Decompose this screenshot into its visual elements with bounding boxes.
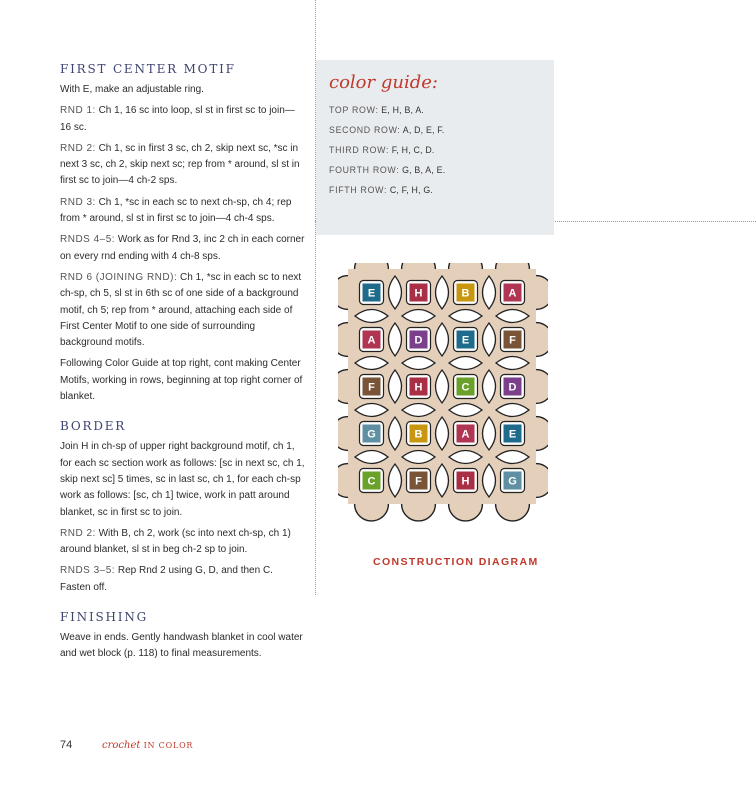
color-guide-row-label: SECOND ROW: (329, 125, 401, 135)
motif-letter: F (368, 381, 375, 394)
instruction-paragraph (60, 563, 305, 596)
motif-letter: A (461, 428, 470, 441)
instruction-paragraph (60, 195, 305, 228)
section-heading: BORDER (60, 419, 127, 434)
round-label: RNDS 3–5: (60, 565, 116, 577)
motif-letter: B (461, 287, 470, 300)
instruction-text: Ch 1, 16 sc into loop, sl st in first sc to join—16 sc. (60, 105, 295, 133)
instruction-text: With E, make an adjustable ring. (60, 84, 204, 95)
color-guide-box (316, 60, 554, 235)
instruction-text: Join H in ch-sp of upper right background motif, ch 1, for each sc section work as follows: [sc in next sc, ch 1, skip next sc] 5 times, sc in last sc, ch 1, for each ch-sp work as follows: [sc, ch 1] twice, work in patt around blanket, sc in first sc to join. (60, 441, 305, 518)
diagram-group (338, 263, 548, 521)
color-guide-row-label: TOP ROW: (329, 105, 379, 115)
instruction-paragraph (60, 526, 305, 559)
instruction-text: Work as for Rnd 3, inc 2 ch in each corner on every rnd ending with 4 ch-8 sps. (60, 234, 305, 262)
color-guide-row-value: E, H, B, A. (381, 105, 425, 115)
color-guide-title: color guide: (329, 72, 438, 93)
motif-letter: A (508, 287, 517, 300)
instruction-text: Following Color Guide at top right, cont making Center Motifs, working in rows, beginning at top right corner of blanket. (60, 358, 303, 403)
instruction-text: Ch 1, *sc in each sc to next ch-sp, ch 4; rep from * around, sl st in first sc to join—4 ch-4 sps. (60, 196, 292, 225)
motif-letter: D (414, 334, 423, 347)
color-guide-row-value: A, D, E, F. (402, 125, 445, 135)
round-label: RND 3: (60, 196, 96, 208)
color-guide-row (329, 145, 435, 155)
motif-letter: G (367, 428, 376, 441)
round-label: RND 2: (60, 527, 96, 539)
motif-letter: F (509, 334, 516, 347)
motif-letter: A (367, 334, 376, 347)
page-number: 74 (60, 739, 73, 751)
color-guide-row-label: THIRD ROW: (329, 145, 390, 155)
motif-letter: B (414, 428, 423, 441)
instructions-column (60, 62, 305, 668)
color-guide-row (329, 125, 445, 135)
motif-letter: E (461, 334, 470, 347)
motif-letter: F (415, 475, 422, 488)
motif-letter: G (508, 475, 517, 488)
color-guide-row (329, 185, 433, 195)
round-label: RND 6 (JOINING RND): (60, 271, 178, 283)
color-guide-row-value: F, H, C, D. (391, 145, 435, 155)
instruction-text: Ch 1, sc in first 3 sc, ch 2, skip next sc, *sc in next 3 sc, ch 2, skip next sc; rep from * around, sl st in first sc to join—4 ch-2 sps. (60, 142, 300, 187)
color-guide-row-label: FIFTH ROW: (329, 185, 388, 195)
instruction-paragraph (60, 103, 305, 136)
color-guide-row-value: C, F, H, G. (389, 185, 434, 195)
brand-italic: crochet (102, 740, 141, 751)
instruction-paragraph (60, 270, 305, 351)
instruction-paragraph (60, 356, 305, 405)
round-label: RNDS 4–5: (60, 234, 116, 246)
color-guide-row-value: G, B, A, E. (402, 165, 446, 175)
section-heading: FINISHING (60, 610, 149, 625)
book-brand (102, 740, 193, 751)
instruction-text: Rep Rnd 2 using G, D, and then C. Fasten off. (60, 565, 273, 593)
motif-letter: E (367, 287, 376, 300)
brand-caps: IN COLOR (143, 741, 194, 750)
motif-letter: E (508, 428, 517, 441)
instruction-text: Weave in ends. Gently handwash blanket in cool water and wet block (p. 118) to final measurements. (60, 632, 303, 660)
instruction-paragraph (60, 82, 305, 98)
motif-letter: H (414, 287, 423, 300)
color-guide-row (329, 165, 445, 175)
section-heading: FIRST CENTER MOTIF (60, 62, 236, 76)
round-label: RND 2: (60, 142, 96, 154)
color-guide-row (329, 105, 424, 115)
color-guide-row-label: FOURTH ROW: (329, 165, 400, 175)
construction-diagram (338, 263, 548, 547)
instruction-paragraph (60, 439, 305, 520)
motif-letter: D (508, 381, 517, 394)
instruction-paragraph (60, 141, 305, 190)
instruction-paragraph (60, 630, 305, 663)
motif-letter: C (367, 475, 376, 488)
round-label: RND 1: (60, 105, 96, 117)
motif-letter: C (461, 381, 470, 394)
motif-letter: H (461, 475, 470, 488)
motif-letter: H (414, 381, 423, 394)
instruction-paragraph (60, 232, 305, 265)
instruction-text: With B, ch 2, work (sc into next ch-sp, ch 1) around blanket, sl st in beg ch-2 sp to join. (60, 527, 291, 556)
diagram-caption: CONSTRUCTION DIAGRAM (373, 556, 539, 568)
instruction-text: Ch 1, *sc in each sc to next ch-sp, ch 5, sl st in 6th sc of one side of a background motif, ch 5; rep from * around, attaching each side of First Center Motif to one side of surrounding background motifs. (60, 271, 302, 349)
